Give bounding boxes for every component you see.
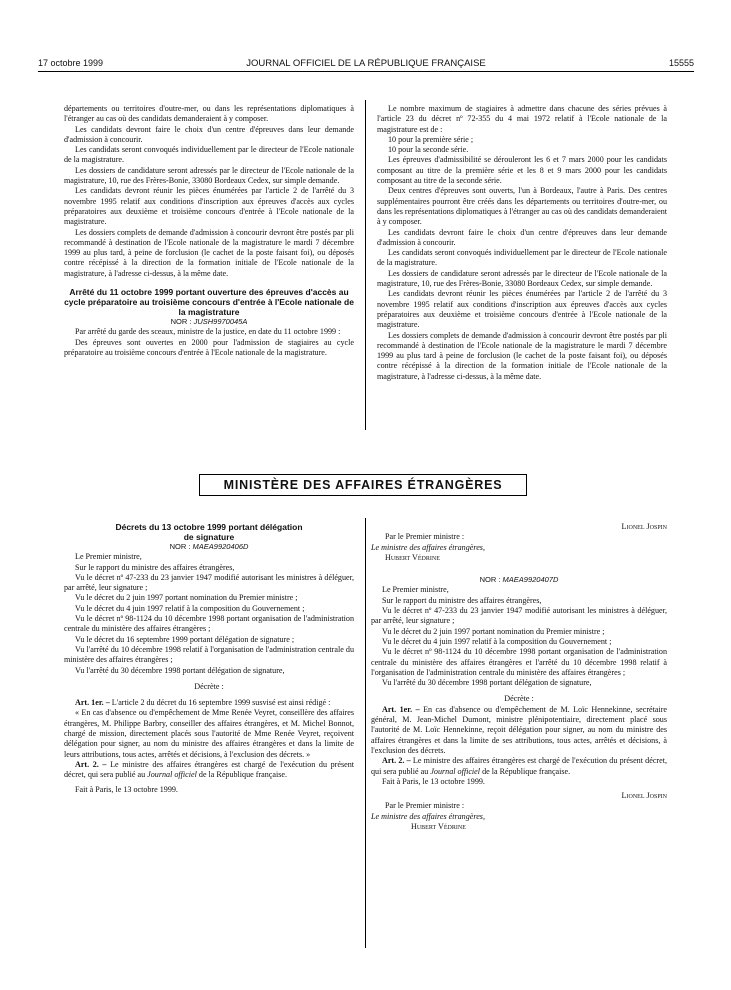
paragraph: Le Premier ministre, — [382, 585, 449, 595]
paragraph: Vu l'arrêté du 30 décembre 1998 portant délégation de signature, — [382, 678, 592, 688]
paragraph: Vu le décret nº 47-233 du 23 janvier 1947 modifié autorisant les ministres à déléguer, par arrêté, leur signature ; — [371, 606, 667, 626]
ministry-heading: MINISTÈRE DES AFFAIRES ÉTRANGÈRES — [199, 474, 527, 496]
paragraph: Sur le rapport du ministre des affaires étrangères, — [382, 595, 542, 605]
paragraph: Vu le décret du 16 septembre 1999 portant délégation de signature ; — [75, 634, 295, 644]
article-2: Art. 2. – Le ministre des affaires étrangères est chargé de l'exécution du présent décret, qui sera publié au Journal officiel de la République française. — [371, 756, 667, 776]
paragraph: 10 pour la seconde série. — [388, 145, 469, 155]
top-right-column — [377, 104, 667, 382]
paragraph: Sur le rapport du ministre des affaires étrangères, — [75, 562, 235, 572]
fait-a-paris: Fait à Paris, le 13 octobre 1999. — [75, 784, 178, 794]
paragraph: Les dossiers de candidature seront adressés par le directeur de l'Ecole nationale de la magistrature, 10, rue des Frères-Bonie, 33080 Bordeaux Cedex, sur simple demande. — [377, 268, 667, 289]
decrete-label: Décrète : — [504, 694, 534, 704]
header-page-number: 15555 — [668, 58, 694, 68]
article-1: Art. 1er. – L'article 2 du décret du 16 septembre 1999 susvisé est ainsi rédigé : — [75, 698, 331, 708]
bottom-left-column — [64, 522, 354, 795]
minister-name: Hubert Védrine — [411, 822, 466, 832]
top-left-column — [64, 104, 354, 358]
decrete-label: Décrète : — [194, 681, 224, 691]
paragraph: Vu le décret du 4 juin 1997 relatif à la composition du Gouvernement ; — [75, 603, 305, 613]
nor-reference: NOR : JUSH9970045A — [170, 317, 248, 327]
arrete-title: Arrêté du 11 octobre 1999 portant ouverture des épreuves d'accès au cycle préparatoire au troisième concours d'entrée à l'Ecole nationale de la magistrature — [64, 287, 354, 318]
signatory-name: Lionel Jospin — [621, 791, 667, 801]
paragraph: Les dossiers complets de demande d'admission à concourir devront être postés par pli recommandé à destination de l'Ecole nationale de la magistrature le mardi 7 décembre 1999 au plus tard, à peine de forclusion (le cachet de la poste faisant foi), ou déposés contre récépissé à la direction de la formation initiale de l'Ecole nationale de la magistrature, à l'adresse ci-dessus, à la même date. — [64, 227, 354, 278]
paragraph: Les candidats devront réunir les pièces énumérées par l'article 2 de l'arrêté du 3 novembre 1995 relatif aux conditions d'inscription aux épreuves d'accès aux cycles préparatoires aux deuxième et troisième concours d'entrée à l'Ecole nationale de la magistrature. — [377, 289, 667, 330]
paragraph: Les candidats seront convoqués individuellement par le directeur de l'Ecole nationale de la magistrature. — [64, 145, 354, 165]
decree-title: Décrets du 13 octobre 1999 portant délégation de signature — [115, 522, 303, 542]
header-rule — [38, 71, 694, 72]
nor-reference: NOR : MAEA9920407D — [479, 575, 559, 585]
paragraph: Les candidats devront réunir les pièces énumérées par l'article 2 de l'arrêté du 3 novembre 1995 relatif aux conditions d'inscription aux épreuves d'accès aux cycles préparatoires aux deuxième et troisième concours d'entrée à l'Ecole nationale de la magistrature. — [64, 186, 354, 227]
paragraph: Les candidats devront faire le choix d'un centre d'épreuves dans leur demande d'admission à concourir. — [64, 124, 354, 144]
paragraph: Le nombre maximum de stagiaires à admettre dans chacune des séries prévues à l'article 23 du décret nº 72-355 du 4 mai 1972 relatif à l'Ecole nationale de la magistrature est de : — [377, 104, 667, 134]
minister-title: Le ministre des affaires étrangères, — [371, 542, 485, 552]
paragraph: Des épreuves sont ouvertes en 2000 pour l'admission de stagiaires au cycle préparatoire au troisième concours d'entrée à l'Ecole nationale de la magistrature. — [64, 337, 354, 357]
header-journal-title: JOURNAL OFFICIEL DE LA RÉPUBLIQUE FRANÇAISE — [246, 58, 486, 69]
page-header — [38, 58, 694, 72]
paragraph: Vu le décret nº 98-1124 du 10 décembre 1998 portant organisation de l'administration centrale du ministère des affaires étrangères ; — [64, 614, 354, 634]
paragraph: Vu le décret du 4 juin 1997 relatif à la composition du Gouvernement ; — [382, 636, 612, 646]
column-divider — [365, 518, 366, 948]
paragraph: Vu le décret du 2 juin 1997 portant nomination du Premier ministre ; — [382, 626, 605, 636]
paragraph: Vu le décret du 2 juin 1997 portant nomination du Premier ministre ; — [75, 593, 298, 603]
par-le-premier-ministre: Par le Premier ministre : — [385, 532, 465, 542]
paragraph: 10 pour la première série ; — [388, 134, 474, 144]
par-le-premier-ministre: Par le Premier ministre : — [385, 801, 465, 811]
paragraph: Les candidats seront convoqués individuellement par le directeur de l'Ecole nationale de la magistrature. — [377, 248, 667, 268]
paragraph: Vu l'arrêté du 10 décembre 1998 relatif à l'organisation de l'administration centrale du ministère des affaires étrangères ; — [64, 644, 354, 665]
header-date: 17 octobre 1999 — [38, 58, 104, 68]
paragraph: Vu l'arrêté du 30 décembre 1998 portant délégation de signature, — [75, 665, 285, 675]
bottom-right-column — [371, 522, 667, 832]
signatory-name: Lionel Jospin — [621, 522, 667, 531]
paragraph: Vu le décret nº 47-233 du 23 janvier 1947 modifié autorisant les ministres à déléguer, par arrêté, leur signature ; — [64, 572, 354, 593]
paragraph: Les dossiers de candidature seront adressés par le directeur de l'Ecole nationale de la magistrature, 10, rue des Frères-Bonie, 33080 Bordeaux Cedex, sur simple demande. — [64, 165, 354, 186]
paragraph: Les épreuves d'admissibilité se dérouleront les 6 et 7 mars 2000 pour les candidats composant au titre de la première série et les 8 et 9 mars 2000 pour les candidats composant au titre de la seconde série. — [377, 155, 667, 186]
paragraph: Le Premier ministre, — [75, 552, 142, 562]
column-divider — [365, 100, 366, 430]
article-1: Art. 1er. – En cas d'absence ou d'empêchement de M. Loïc Hennekinne, secrétaire général, M. Jean-Michel Dumont, ministre plénipotentiaire, directement placé sous l'autorité de M. Loïc Hennekinne, reçoit délégation pour signer, au nom du ministre des affaires étrangères et dans la limite de ses attributions, tous actes, arrêtés et décisions, à l'exclusion des décrets. — [371, 704, 667, 755]
nor-reference: NOR : MAEA9920406D — [169, 542, 249, 551]
paragraph: Deux centres d'épreuves sont ouverts, l'un à Bordeaux, l'autre à Paris. Des centres supplémentaires pourront être créés dans les départements ou territoires d'outre-mer, ou dans les représentations diplomatiques à l'étranger au cas où des candidats demanderaient à y composer. — [377, 186, 667, 227]
minister-title: Le ministre des affaires étrangères, — [371, 811, 485, 821]
paragraph: Les candidats devront faire le choix d'un centre d'épreuves dans leur demande d'admission à concourir. — [377, 227, 667, 247]
paragraph: Les dossiers complets de demande d'admission à concourir devront être postés par pli recommandé à destination de l'Ecole nationale de la magistrature le mardi 7 décembre 1999 au plus tard à peine de forclusion (le cachet de la poste faisant foi), ou déposés contre récépissé à la direction de la formation initiale de l'Ecole nationale de la magistrature, à l'adresse ci-dessus, à la même date. — [377, 330, 667, 381]
paragraph: Vu le décret nº 98-1124 du 10 décembre 1998 portant organisation de l'administration centrale du ministère des affaires étrangères et l'arrêté du 10 décembre 1998 relatif à l'organisation de l'administration centrale du ministère des affaires étrangères ; — [371, 647, 667, 677]
article-1-quote: « En cas d'absence ou d'empêchement de Mme Renée Veyret, conseillère des affaires étrangères, M. Philippe Barbry, conseiller des affaires étrangères, et M. Michel Bonnot, chargé de mission, directement placés sous l'autorité de Mme Renée Veyret, reçoivent délégation pour signer, au nom du ministre des affaires étrangères et dans la limite de leurs attributions, tous actes, arrêtés et décisions, à l'exclusion des décrets. » — [64, 708, 354, 759]
article-2: Art. 2. – Le ministre des affaires étrangères est chargé de l'exécution du présent décret, qui sera publié au Journal officiel de la République française. — [64, 759, 355, 780]
minister-name: Hubert Védrine — [385, 552, 440, 562]
paragraph: départements ou territoires d'outre-mer, ou dans les représentations diplomatiques à l'étranger au cas où des candidats demanderaient à y composer. — [64, 104, 354, 124]
fait-a-paris: Fait à Paris, le 13 octobre 1999. — [382, 776, 485, 786]
paragraph: Par arrêté du garde des sceaux, ministre de la justice, en date du 11 octobre 1999 : — [75, 327, 341, 337]
